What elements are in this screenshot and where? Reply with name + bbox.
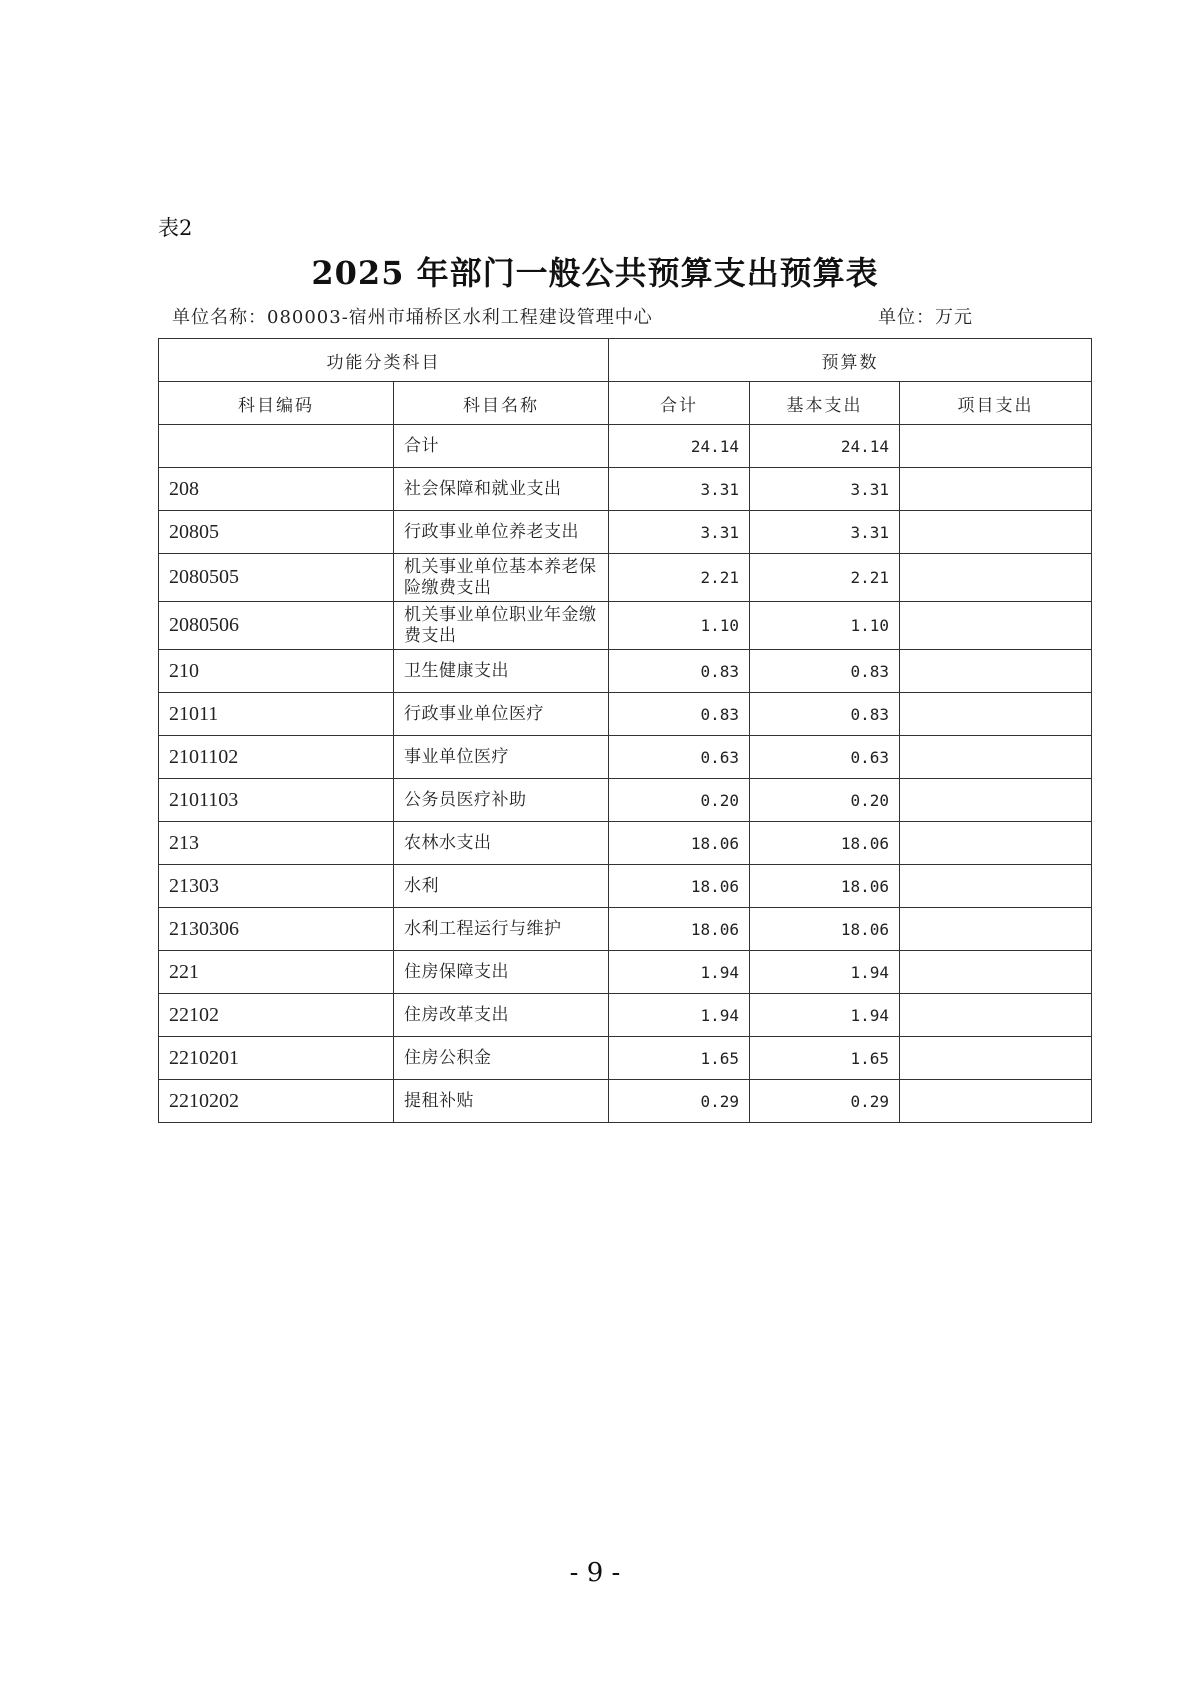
- table-row: [159, 779, 1092, 822]
- cell-code: 210: [159, 650, 394, 693]
- cell-name: 社会保障和就业支出: [394, 468, 609, 511]
- table-row: [159, 1080, 1092, 1123]
- table-row: [159, 822, 1092, 865]
- cell-name: 住房改革支出: [394, 994, 609, 1037]
- cell-name: 水利: [394, 865, 609, 908]
- cell-project: [900, 908, 1092, 951]
- cell-basic: 3.31: [750, 468, 900, 511]
- cell-project: [900, 1080, 1092, 1123]
- cell-total: 0.63: [609, 736, 750, 779]
- cell-total: 1.94: [609, 951, 750, 994]
- cell-name: 农林水支出: [394, 822, 609, 865]
- cell-basic: 2.21: [750, 554, 900, 602]
- cell-project: [900, 865, 1092, 908]
- header-code: 科目编码: [159, 382, 394, 425]
- cell-total: 3.31: [609, 511, 750, 554]
- cell-basic: 0.20: [750, 779, 900, 822]
- cell-total: 1.65: [609, 1037, 750, 1080]
- cell-basic: 0.63: [750, 736, 900, 779]
- table-row: [159, 554, 1092, 602]
- cell-project: [900, 994, 1092, 1037]
- cell-basic: 18.06: [750, 908, 900, 951]
- table-row: [159, 951, 1092, 994]
- cell-project: [900, 951, 1092, 994]
- cell-basic: 18.06: [750, 865, 900, 908]
- cell-project: [900, 650, 1092, 693]
- cell-code: 2130306: [159, 908, 394, 951]
- cell-total: 1.10: [609, 602, 750, 650]
- cell-code: 2101102: [159, 736, 394, 779]
- cell-basic: 1.10: [750, 602, 900, 650]
- table-row: [159, 468, 1092, 511]
- cell-total: 2.21: [609, 554, 750, 602]
- cell-project: [900, 602, 1092, 650]
- cell-project: [900, 511, 1092, 554]
- cell-code: 22102: [159, 994, 394, 1037]
- table-row: [159, 865, 1092, 908]
- cell-total: 3.31: [609, 468, 750, 511]
- cell-code: 208: [159, 468, 394, 511]
- table-row: [159, 994, 1092, 1037]
- header-total: 合计: [609, 382, 750, 425]
- cell-project: [900, 822, 1092, 865]
- cell-code: 21303: [159, 865, 394, 908]
- unit-measure: 单位：万元: [878, 307, 973, 328]
- table-row: [159, 511, 1092, 554]
- table-row: [159, 1037, 1092, 1080]
- cell-code: 2210202: [159, 1080, 394, 1123]
- table-label: 表2: [158, 216, 193, 240]
- cell-basic: 3.31: [750, 511, 900, 554]
- cell-name: 机关事业单位基本养老保险缴费支出: [394, 554, 609, 602]
- cell-basic: 1.65: [750, 1037, 900, 1080]
- cell-name: 事业单位医疗: [394, 736, 609, 779]
- cell-project: [900, 693, 1092, 736]
- table-row: [159, 425, 1092, 468]
- cell-name: 机关事业单位职业年金缴费支出: [394, 602, 609, 650]
- cell-total: 18.06: [609, 908, 750, 951]
- cell-total: 0.29: [609, 1080, 750, 1123]
- cell-name: 住房公积金: [394, 1037, 609, 1080]
- cell-code: 2210201: [159, 1037, 394, 1080]
- cell-total: 0.83: [609, 650, 750, 693]
- budget-table: [158, 338, 1092, 1123]
- cell-total: 0.20: [609, 779, 750, 822]
- cell-name: 住房保障支出: [394, 951, 609, 994]
- cell-code: 2080505: [159, 554, 394, 602]
- cell-basic: 24.14: [750, 425, 900, 468]
- cell-total: 18.06: [609, 865, 750, 908]
- page-number: - 9 -: [569, 1558, 621, 1588]
- header-project: 项目支出: [900, 382, 1092, 425]
- cell-basic: 1.94: [750, 994, 900, 1037]
- cell-basic: 0.29: [750, 1080, 900, 1123]
- cell-total: 1.94: [609, 994, 750, 1037]
- cell-basic: 0.83: [750, 693, 900, 736]
- cell-name: 行政事业单位养老支出: [394, 511, 609, 554]
- page-title: 2025 年部门一般公共预算支出预算表: [311, 254, 879, 292]
- cell-project: [900, 1037, 1092, 1080]
- cell-project: [900, 736, 1092, 779]
- header-basic: 基本支出: [750, 382, 900, 425]
- table-row: [159, 602, 1092, 650]
- cell-project: [900, 554, 1092, 602]
- cell-code: 20805: [159, 511, 394, 554]
- cell-project: [900, 468, 1092, 511]
- cell-basic: 0.83: [750, 650, 900, 693]
- table-row: [159, 693, 1092, 736]
- header-name: 科目名称: [394, 382, 609, 425]
- cell-name: 卫生健康支出: [394, 650, 609, 693]
- cell-name: 公务员医疗补助: [394, 779, 609, 822]
- header-row-columns: [159, 382, 1092, 425]
- cell-name: 提租补贴: [394, 1080, 609, 1123]
- cell-name: 合计: [394, 425, 609, 468]
- header-budget-amount: 预算数: [609, 339, 1092, 382]
- cell-code: 213: [159, 822, 394, 865]
- cell-project: [900, 779, 1092, 822]
- cell-code: [159, 425, 394, 468]
- cell-code: 221: [159, 951, 394, 994]
- header-row-group: [159, 339, 1092, 382]
- cell-total: 24.14: [609, 425, 750, 468]
- cell-basic: 18.06: [750, 822, 900, 865]
- cell-name: 水利工程运行与维护: [394, 908, 609, 951]
- table-row: [159, 650, 1092, 693]
- cell-total: 18.06: [609, 822, 750, 865]
- header-function-classification: 功能分类科目: [159, 339, 609, 382]
- cell-project: [900, 425, 1092, 468]
- table-row: [159, 908, 1092, 951]
- cell-code: 2101103: [159, 779, 394, 822]
- cell-code: 2080506: [159, 602, 394, 650]
- unit-name: 单位名称：080003-宿州市埇桥区水利工程建设管理中心: [172, 307, 653, 328]
- cell-basic: 1.94: [750, 951, 900, 994]
- table-row: [159, 736, 1092, 779]
- cell-code: 21011: [159, 693, 394, 736]
- cell-total: 0.83: [609, 693, 750, 736]
- cell-name: 行政事业单位医疗: [394, 693, 609, 736]
